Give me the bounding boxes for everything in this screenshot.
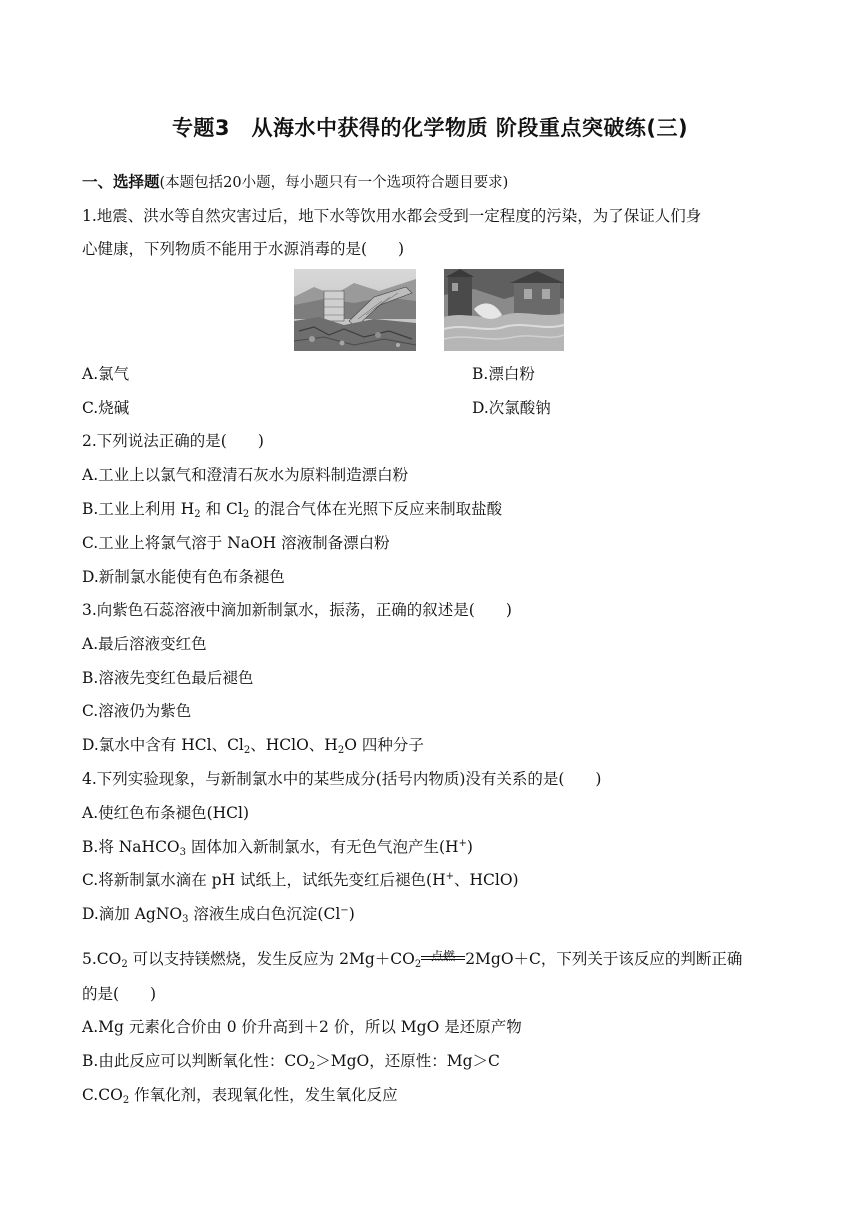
q5-stem-line2: 的是( ) bbox=[82, 985, 157, 1003]
q2-option-a: A.工业上以氯气和澄清石灰水为原料制造漂白粉 bbox=[82, 466, 409, 484]
q2-option-b: B.工业上利用 $H_2$ 和 $Cl_2$ 的混合气体在光照下反应来制取盐酸 bbox=[82, 500, 503, 520]
q5-option-a: A.Mg 元素化合价由 0 价升高到＋2 价，所以 MgO 是还原产物 bbox=[82, 1018, 522, 1036]
q5-option-b: B.由此反应可以判断氧化性：$CO_2>MgO$，还原性：Mg＞C bbox=[82, 1052, 500, 1072]
section-note: (本题包括20小题，每小题只有一个选项符合题目要求) bbox=[159, 175, 509, 191]
q2-option-c: C.工业上将氯气溶于 NaOH 溶液制备漂白粉 bbox=[82, 534, 390, 552]
section-heading-line bbox=[82, 171, 782, 194]
q2-option-d: D.新制氯水能使有色布条褪色 bbox=[82, 568, 285, 586]
page-title: 专题3 从海水中获得的化学物质 阶段重点突破练(三) bbox=[171, 116, 689, 140]
q2-stem: 2.下列说法正确的是( ) bbox=[82, 432, 264, 450]
q3-option-a: A.最后溶液变红色 bbox=[82, 635, 207, 653]
q1-stem-line1: 1.地震、洪水等自然灾害过后，地下水等饮用水都会受到一定程度的污染，为了保证人们身 bbox=[82, 207, 702, 225]
q4-stem: 4.下列实验现象，与新制氯水中的某些成分(括号内物质)没有关系的是( ) bbox=[82, 770, 602, 788]
q3-option-d: D.氯水中含有 HCl、$Cl_2$、HClO、$H_2O$ 四种分子 bbox=[82, 736, 424, 756]
q1-option-b: B.漂白粉 bbox=[472, 365, 535, 383]
q3-stem: 3.向紫色石蕊溶液中滴加新制氯水，振荡，正确的叙述是( ) bbox=[82, 601, 512, 619]
q4-option-c: C.将新制氯水滴在 pH 试纸上，试纸先变红后褪色(H+、HClO) bbox=[82, 871, 519, 889]
q1-options-row2 bbox=[82, 397, 782, 419]
q3-option-b: B.溶液先变红色最后褪色 bbox=[82, 669, 254, 687]
q5-stem-line1: $5.CO_2$ 可以支持镁燃烧，发生反应为 $2Mg+CO_2$ 点燃 2MgO＋C，下列关于该反应的判断正确 bbox=[82, 949, 743, 970]
q1-option-d: D.次氯酸钠 bbox=[472, 399, 551, 417]
q4-option-b: B.将 NaHCO$_3$ 固体加入新制氯水，有无色气泡产生(H+) bbox=[82, 838, 473, 858]
section-heading: 一、选择题 bbox=[82, 173, 160, 191]
q1-options-row1 bbox=[82, 363, 782, 385]
q5-option-c: $C.CO_2$ 作氧化剂，表现氧化性，发生氧化反应 bbox=[82, 1086, 398, 1106]
q1-option-c: C.烧碱 bbox=[82, 399, 130, 417]
earthquake-ruins-photo bbox=[294, 269, 416, 351]
q1-option-a: A.氯气 bbox=[82, 365, 130, 383]
q4-option-d: D.滴加 AgNO$_3$ 溶液生成白色沉淀(Cl−) bbox=[82, 905, 355, 925]
flood-village-photo bbox=[444, 269, 564, 351]
q1-stem-line2: 心健康，下列物质不能用于水源消毒的是( ) bbox=[82, 240, 405, 258]
q3-option-c: C.溶液仍为紫色 bbox=[82, 702, 192, 720]
q4-option-a: A.使红色布条褪色(HCl) bbox=[82, 804, 250, 822]
